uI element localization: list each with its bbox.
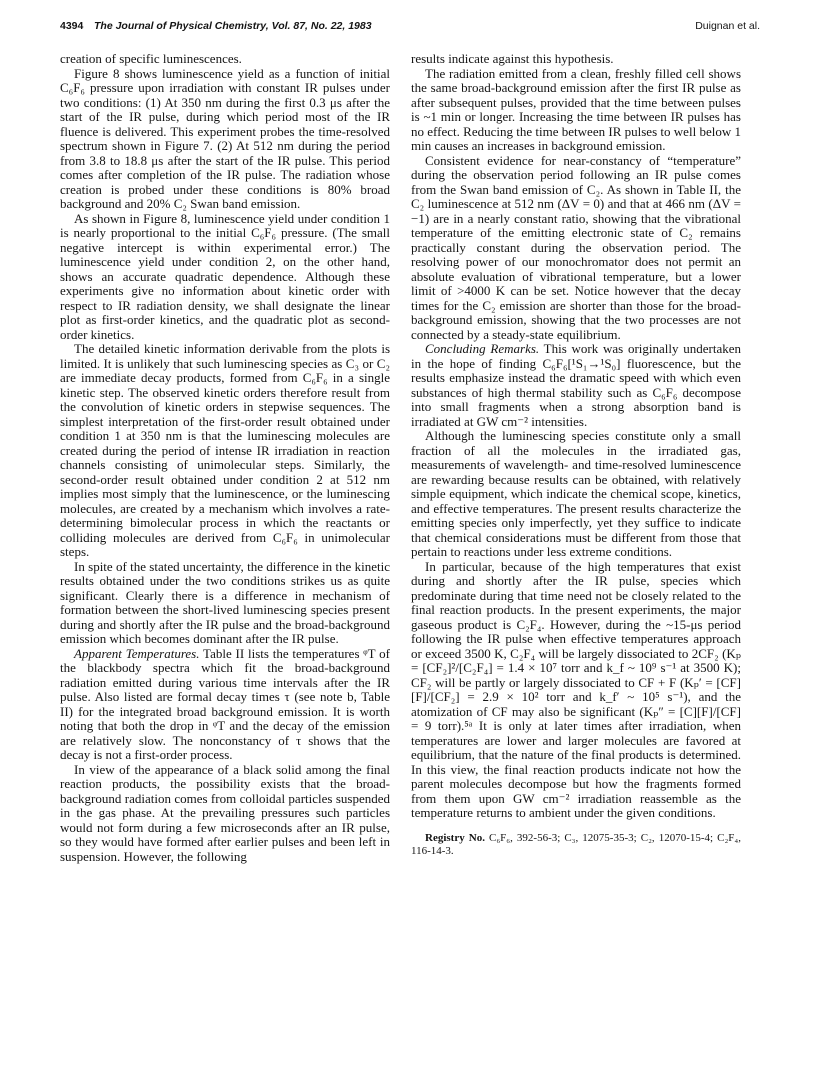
paragraph bbox=[411, 560, 741, 821]
paragraph bbox=[411, 429, 741, 560]
registry-numbers bbox=[411, 832, 741, 858]
section-runin-heading: Apparent Temperatures. bbox=[74, 645, 200, 661]
left-column bbox=[60, 52, 390, 864]
page-number: 4394 bbox=[60, 20, 84, 32]
paragraph-text: Figure 8 shows luminescence yield as a function of initial C₆F₆ pressure upon irradiation with constant IR pulses under two conditions: (1) At 350 nm during the first 0.3 μs after the start of the IR pulse, during which period most of the IR fluence is delivered. This experiment probes the time-resolved spectrum shown in Figure 7. (2) At 512 nm during the period from 3.8 to 18.8 μs after the start of the IR pulse. This period comes after completion of the IR pulse. The radiation whose creation is probed under these conditions is 80% broad background and 20% C₂ Swan band emission. bbox=[60, 65, 390, 211]
running-authors: Duignan et al. bbox=[695, 20, 760, 32]
paragraph bbox=[60, 52, 390, 67]
paragraph bbox=[411, 67, 741, 154]
paragraph-text: The detailed kinetic information derivable from the plots is limited. It is unlikely that such luminescing species as C₃ or C₂ are immediate decay products, formed from C₆F₆ in a single kinetic step. The observed kinetic orders therefore result from the convolution of kinetic orders in stepwise sequences. The simplest interpretation of the first-order result obtained under condition 1 at 350 nm is that the luminescing molecules are created during the period of intense IR irradiation in reaction channels consisting of unimolecular steps. Similarly, the second-order result obtained under condition 2 at 512 nm implies most simply that the luminescence, or the luminescing molecules, are created by a mechanism which involves a rate-determining bimolecular process in which the reactants or colliding molecules are derived from C₆F₆ in unimolecular steps. bbox=[60, 341, 390, 559]
paragraph-text: In particular, because of the high temperatures that exist during and shortly after the IR pulse, species which predominate during that time need not be closely related to the final reaction products. In the present experiments, the major gaseous product is C₂F₄. However, during the ~15-μs period following the IR pulse when effective temperatures approach or exceed 3500 K, C₂F₄ will be largely dissociated to 2CF₂ (Kₚ = [CF₂]²/[C₂F₄] = 1.4 × 10⁷ torr and k_f ~ 10⁹ s⁻¹ at 3500 K); CF₂ will be partly or largely dissociated to CF + F (Kₚ′ = [CF][F]/[CF₂] = 2.9 × 10² torr and k_f′ ~ 10⁵ s⁻¹), and the atomization of CF may also be significant (Kₚ″ = [C][F]/[CF] = 9 torr).⁵ᵃ It is only at later times after irradiation, when temperatures are lower and larger molecules are favored at equilibrium, that the nature of the final products is determined. In this view, the final reaction products indicate not how the parent molecules decompose but how the fragments formed from them upon GW cm⁻² irradiation reassemble as the temperature returns to ambient under the given conditions. bbox=[411, 558, 741, 820]
right-column bbox=[411, 52, 741, 858]
paragraph-text: In spite of the stated uncertainty, the difference in the kinetic results obtained under the two conditions strikes us as quite significant. Clearly there is a difference in mechanism of formation between the short-lived luminescing species present during and shortly after the IR pulse and the broad-background emission which becomes dominant after the IR pulse. bbox=[60, 558, 390, 646]
registry-text: C₆F₆, 392-56-3; C₃, 12075-35-3; C₂, 12070-15-4; C₂F₄, 116-14-3. bbox=[411, 831, 741, 857]
paragraph-text: Although the luminescing species constitute only a small fraction of all the molecules in the irradiated gas, measurements of wavelength- and time-resolved luminescence are rewarding because results can be obtained, with relatively simple equipment, which indicate the chemical scope, kinetics, and effective temperatures. The present results characterize the emitting species only imperfectly, yet they suffice to indicate that chemical considerations must be different from those that pertain to reactions under less extreme conditions. bbox=[411, 428, 741, 559]
paragraph-text: creation of specific luminescences. bbox=[60, 51, 242, 66]
paragraph-text: Table II lists the temperatures ᵠT of the blackbody spectra which fit the broad-background radiation emitted during various time intervals after the IR pulse. Also listed are formal decay times τ (see note b, Table II) for the integrated broad background emission. It is worth noting that both the drop in ᵠT and the decay of the emission are relatively slow. The nonconstancy of τ shows that the decay is not a first-order process. bbox=[60, 645, 390, 762]
paragraph-text: The radiation emitted from a clean, freshly filled cell shows the same broad-background emission after the first IR pulse as after subsequent pulses, provided that the time between pulses is ~1 min or longer. Increasing the time between IR pulses has no effect. Reducing the time between IR pulses to well below 1 min causes an increases in background emission. bbox=[411, 65, 741, 153]
paragraph bbox=[411, 154, 741, 343]
paragraph bbox=[60, 647, 390, 763]
running-header bbox=[60, 20, 760, 36]
paragraph bbox=[411, 342, 741, 429]
registry-label: Registry No. bbox=[425, 831, 485, 844]
paragraph-text: As shown in Figure 8, luminescence yield under condition 1 is nearly proportional to the initial C₆F₆ pressure. (The small negative intercept is within experimental error.) The luminescence yield under condition 2, on the other hand, shows an accurate quadratic dependence. Although these experiments give no information about kinetic order with respect to IR radiation density, we shall designate the linear plot as first-order kinetics, and the quadratic plot as second-order kinetics. bbox=[60, 210, 390, 342]
paragraph-text: In view of the appearance of a black solid among the final reaction products, the possibility exists that the broad-background radiation comes from colloidal particles suspended in the gas phase. At the prevailing pressures such particles would not form during a few microseconds after an IR pulse, so they would have formed after earlier pulses and been left in suspension. However, the following bbox=[60, 761, 390, 864]
paragraph bbox=[60, 560, 390, 647]
paragraph bbox=[60, 67, 390, 212]
paragraph bbox=[411, 52, 741, 67]
paragraph-text: This work was originally undertaken in the hope of finding C₆F₆[¹S₁→¹S₀] fluorescence, but the results emphasize instead the dramatic speed with which even substances of high thermal stability such as C₆F₆ decompose into small fragments when a strong absorption band is irradiated at GW cm⁻² intensities. bbox=[411, 341, 742, 429]
journal-citation: The Journal of Physical Chemistry, Vol. 87, No. 22, 1983 bbox=[94, 20, 372, 32]
paragraph bbox=[60, 763, 390, 865]
section-runin-heading: Concluding Remarks. bbox=[425, 341, 540, 356]
right-column-paragraphs bbox=[411, 52, 741, 821]
paragraph bbox=[60, 212, 390, 343]
paragraph bbox=[60, 342, 390, 560]
paragraph-text: Consistent evidence for near-constancy of “temperature” during the observation period following an IR pulse comes from the Swan band emission of C₂. As shown in Table II, the C₂ luminescence at 512 nm (ΔV = 0) and that at 466 nm (ΔV = −1) are in a nearly constant ratio, showing that the vibrational temperature of the emitting electronic state of C₂ remains practically constant during the observation period. The resolving power of our monochromator does not permit an absolute evaluation of vibrational temperature, but a lower limit of >4000 K can be set. Notice however that the decay times for the C₂ emission are shorter than those for the broad-background emission, showing that the two processes are not connected by a steady-state equilibrium. bbox=[411, 152, 741, 342]
paragraph-text: results indicate against this hypothesis. bbox=[411, 51, 614, 66]
